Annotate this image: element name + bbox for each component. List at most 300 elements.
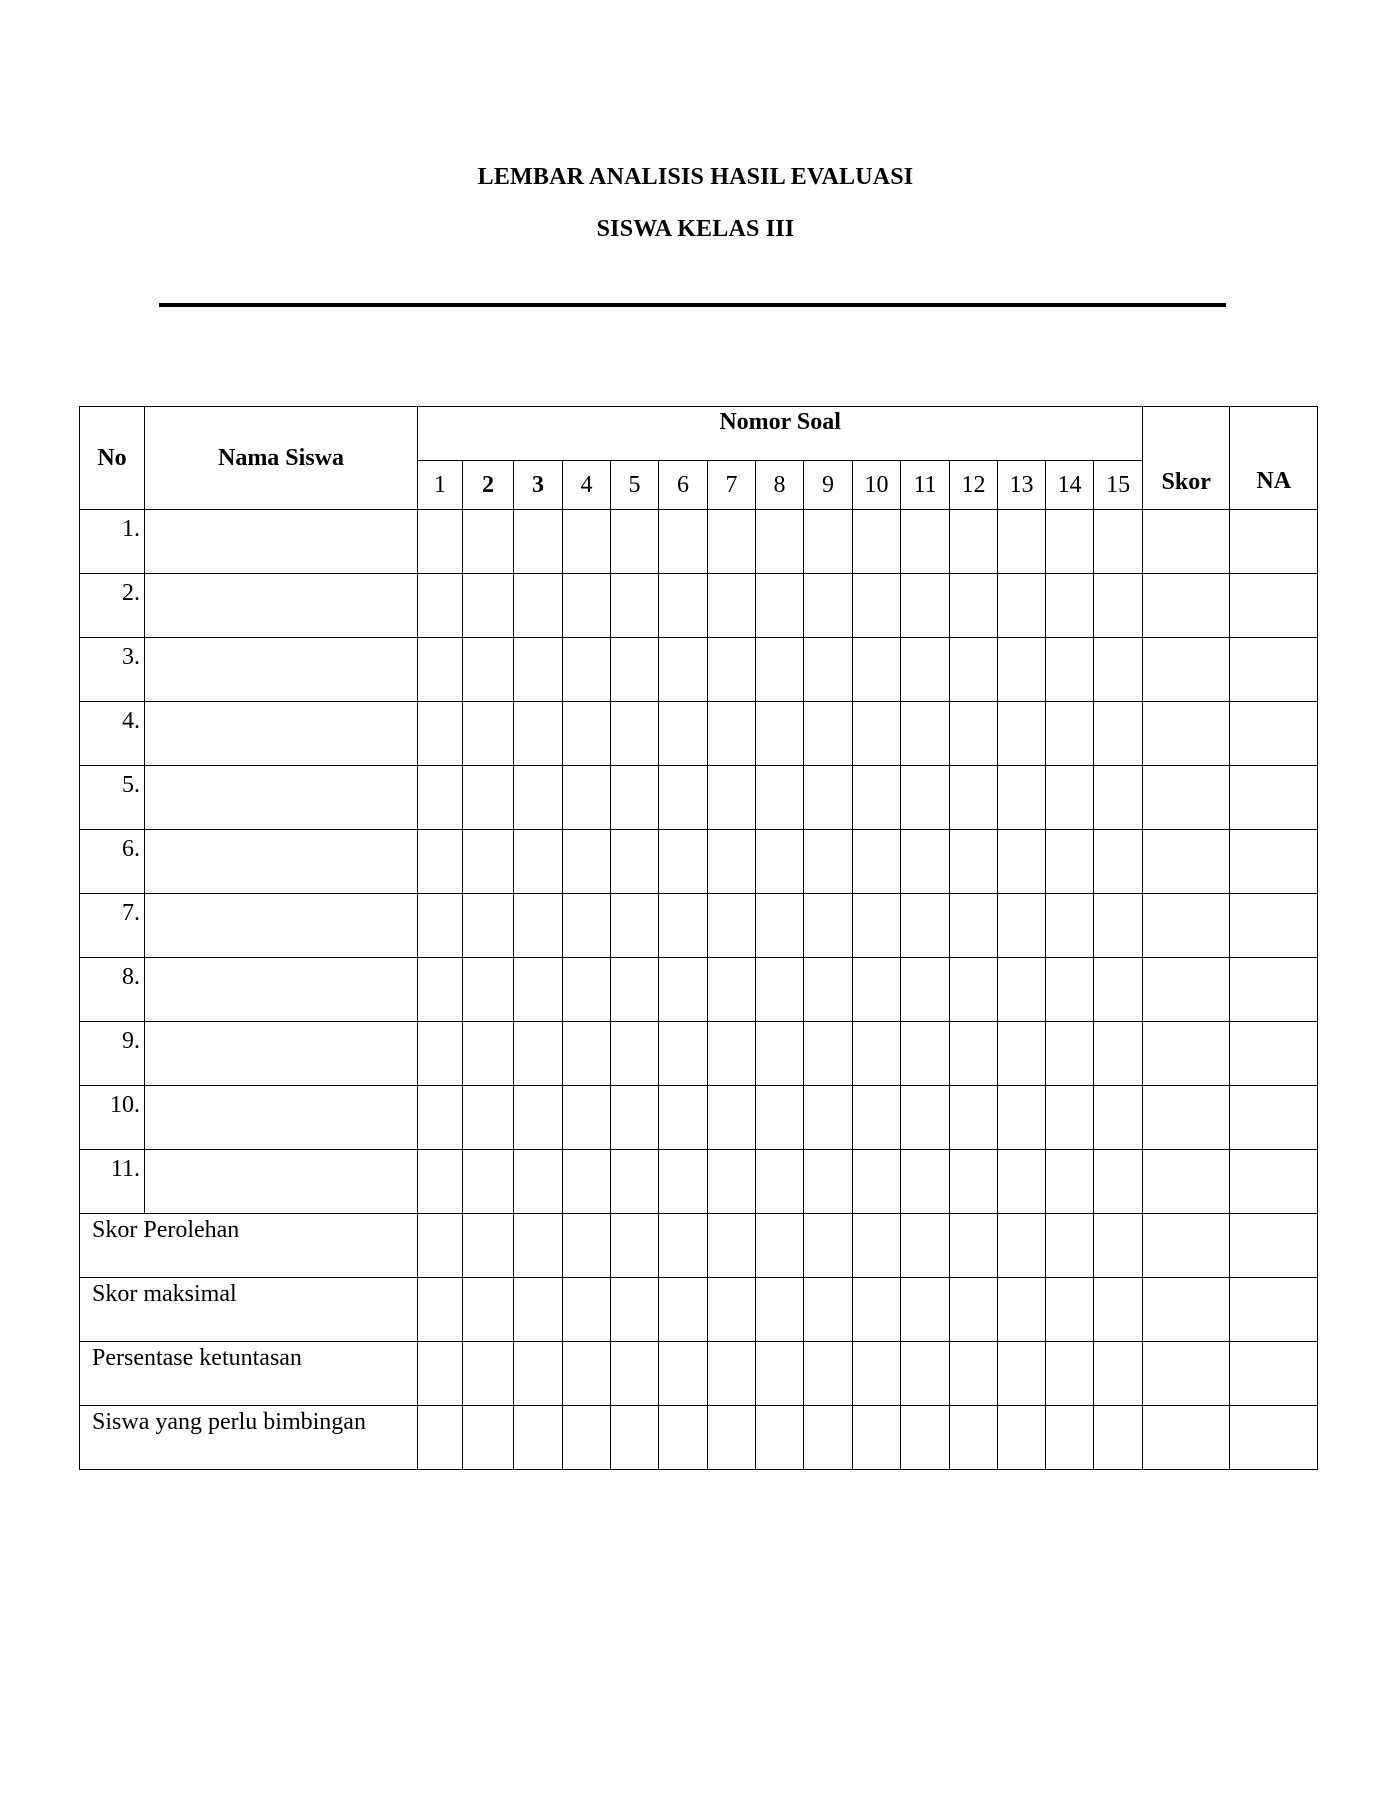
score-cell xyxy=(853,766,901,830)
summary-cell xyxy=(463,1342,514,1406)
score-cell xyxy=(804,1086,853,1150)
summary-cell xyxy=(611,1406,659,1470)
score-cell xyxy=(563,638,611,702)
score-cell xyxy=(901,1022,950,1086)
summary-cell xyxy=(901,1278,950,1342)
score-cell xyxy=(463,766,514,830)
score-cell xyxy=(950,574,998,638)
score-cell xyxy=(1094,894,1143,958)
score-cell xyxy=(804,702,853,766)
summary-cell xyxy=(611,1278,659,1342)
question-number-10: 10 xyxy=(853,461,901,510)
question-number-7: 7 xyxy=(708,461,756,510)
score-cell xyxy=(1094,830,1143,894)
score-cell xyxy=(998,894,1046,958)
score-cell xyxy=(756,1086,804,1150)
score-cell xyxy=(1046,1150,1094,1214)
student-name-cell xyxy=(145,766,418,830)
score-cell xyxy=(1094,1150,1143,1214)
question-number-3: 3 xyxy=(514,461,563,510)
score-cell xyxy=(611,958,659,1022)
row-number: 10. xyxy=(80,1086,145,1150)
score-cell xyxy=(563,574,611,638)
score-cell xyxy=(1094,574,1143,638)
score-cell xyxy=(804,766,853,830)
score-cell xyxy=(853,1022,901,1086)
student-name-cell xyxy=(145,830,418,894)
table-row xyxy=(80,958,1318,1022)
score-cell xyxy=(853,894,901,958)
score-cell xyxy=(708,830,756,894)
score-cell xyxy=(901,830,950,894)
score-cell xyxy=(804,574,853,638)
na-cell xyxy=(1230,638,1318,702)
score-cell xyxy=(950,1022,998,1086)
summary-cell xyxy=(708,1214,756,1278)
score-cell xyxy=(463,702,514,766)
summary-cell xyxy=(1143,1278,1230,1342)
table-row xyxy=(80,766,1318,830)
score-cell xyxy=(901,574,950,638)
score-cell xyxy=(514,638,563,702)
summary-cell xyxy=(950,1406,998,1470)
na-cell xyxy=(1230,702,1318,766)
score-cell xyxy=(998,766,1046,830)
summary-cell xyxy=(708,1406,756,1470)
summary-cell xyxy=(1046,1214,1094,1278)
summary-cell xyxy=(1230,1278,1318,1342)
score-cell xyxy=(563,510,611,574)
skor-cell xyxy=(1143,702,1230,766)
question-number-14: 14 xyxy=(1046,461,1094,510)
table-row xyxy=(80,1022,1318,1086)
score-cell xyxy=(804,1022,853,1086)
score-cell xyxy=(563,702,611,766)
skor-cell xyxy=(1143,1086,1230,1150)
summary-cell xyxy=(463,1406,514,1470)
table-row xyxy=(80,510,1318,574)
summary-cell xyxy=(514,1278,563,1342)
summary-cell xyxy=(1094,1278,1143,1342)
skor-cell xyxy=(1143,638,1230,702)
score-cell xyxy=(708,702,756,766)
score-cell xyxy=(756,894,804,958)
score-cell xyxy=(708,574,756,638)
table-row xyxy=(80,574,1318,638)
summary-cell xyxy=(418,1278,463,1342)
summary-cell xyxy=(853,1342,901,1406)
score-cell xyxy=(611,1150,659,1214)
row-number: 5. xyxy=(80,766,145,830)
summary-cell xyxy=(1046,1406,1094,1470)
score-cell xyxy=(950,1150,998,1214)
score-cell xyxy=(756,830,804,894)
na-cell xyxy=(1230,1022,1318,1086)
score-cell xyxy=(708,510,756,574)
question-number-11: 11 xyxy=(901,461,950,510)
score-cell xyxy=(418,1022,463,1086)
na-cell xyxy=(1230,894,1318,958)
title-divider xyxy=(159,303,1226,307)
score-cell xyxy=(1094,638,1143,702)
score-cell xyxy=(659,830,708,894)
student-name-cell xyxy=(145,510,418,574)
score-cell xyxy=(611,574,659,638)
question-number-1: 1 xyxy=(418,461,463,510)
score-cell xyxy=(563,958,611,1022)
score-cell xyxy=(998,1022,1046,1086)
score-cell xyxy=(659,638,708,702)
score-cell xyxy=(998,1086,1046,1150)
score-cell xyxy=(1046,958,1094,1022)
summary-cell xyxy=(418,1406,463,1470)
summary-cell xyxy=(1094,1342,1143,1406)
score-cell xyxy=(611,638,659,702)
summary-row xyxy=(80,1342,1318,1406)
row-number: 11. xyxy=(80,1150,145,1214)
score-cell xyxy=(514,766,563,830)
table-row xyxy=(80,638,1318,702)
row-number: 2. xyxy=(80,574,145,638)
na-cell xyxy=(1230,766,1318,830)
score-cell xyxy=(418,894,463,958)
score-cell xyxy=(853,702,901,766)
score-cell xyxy=(611,510,659,574)
score-cell xyxy=(659,510,708,574)
score-cell xyxy=(418,510,463,574)
score-cell xyxy=(756,958,804,1022)
table-row xyxy=(80,1150,1318,1214)
score-cell xyxy=(611,1022,659,1086)
score-cell xyxy=(708,894,756,958)
summary-cell xyxy=(950,1214,998,1278)
score-cell xyxy=(1046,830,1094,894)
score-cell xyxy=(514,510,563,574)
summary-cell xyxy=(1046,1278,1094,1342)
header-no: No xyxy=(80,407,145,510)
skor-cell xyxy=(1143,958,1230,1022)
score-cell xyxy=(514,894,563,958)
summary-cell xyxy=(901,1406,950,1470)
score-cell xyxy=(804,830,853,894)
skor-cell xyxy=(1143,894,1230,958)
score-cell xyxy=(950,510,998,574)
question-number-4: 4 xyxy=(563,461,611,510)
student-name-cell xyxy=(145,894,418,958)
score-cell xyxy=(804,958,853,1022)
score-cell xyxy=(1046,702,1094,766)
score-cell xyxy=(1094,958,1143,1022)
question-number-15: 15 xyxy=(1094,461,1143,510)
skor-cell xyxy=(1143,766,1230,830)
summary-cell xyxy=(563,1342,611,1406)
student-name-cell xyxy=(145,638,418,702)
score-cell xyxy=(1094,1086,1143,1150)
score-cell xyxy=(998,1150,1046,1214)
summary-cell xyxy=(514,1406,563,1470)
score-cell xyxy=(463,1086,514,1150)
score-cell xyxy=(514,574,563,638)
summary-cell xyxy=(853,1406,901,1470)
summary-cell xyxy=(804,1214,853,1278)
score-cell xyxy=(659,894,708,958)
score-cell xyxy=(950,766,998,830)
score-cell xyxy=(563,1086,611,1150)
score-cell xyxy=(418,1086,463,1150)
score-cell xyxy=(659,958,708,1022)
score-cell xyxy=(418,702,463,766)
score-cell xyxy=(708,766,756,830)
summary-cell xyxy=(804,1342,853,1406)
score-cell xyxy=(998,510,1046,574)
score-cell xyxy=(1046,766,1094,830)
na-cell xyxy=(1230,574,1318,638)
score-cell xyxy=(418,1150,463,1214)
summary-cell xyxy=(1230,1406,1318,1470)
summary-cell xyxy=(998,1342,1046,1406)
score-cell xyxy=(804,894,853,958)
summary-cell xyxy=(998,1214,1046,1278)
student-name-cell xyxy=(145,1150,418,1214)
summary-cell xyxy=(563,1406,611,1470)
summary-cell xyxy=(463,1278,514,1342)
score-cell xyxy=(418,638,463,702)
summary-cell xyxy=(1046,1342,1094,1406)
row-number: 3. xyxy=(80,638,145,702)
score-cell xyxy=(514,1086,563,1150)
summary-cell xyxy=(804,1278,853,1342)
score-cell xyxy=(514,1022,563,1086)
summary-cell xyxy=(901,1342,950,1406)
summary-cell xyxy=(1230,1214,1318,1278)
score-cell xyxy=(901,1150,950,1214)
score-cell xyxy=(756,638,804,702)
na-cell xyxy=(1230,510,1318,574)
score-cell xyxy=(708,638,756,702)
score-cell xyxy=(853,510,901,574)
skor-cell xyxy=(1143,574,1230,638)
header-row-top xyxy=(80,407,1318,461)
score-cell xyxy=(659,1022,708,1086)
score-cell xyxy=(950,1086,998,1150)
score-cell xyxy=(756,1150,804,1214)
summary-cell xyxy=(950,1342,998,1406)
score-cell xyxy=(853,1150,901,1214)
na-cell xyxy=(1230,830,1318,894)
score-cell xyxy=(563,1150,611,1214)
score-cell xyxy=(659,1086,708,1150)
summary-cell xyxy=(1094,1214,1143,1278)
score-cell xyxy=(514,830,563,894)
score-cell xyxy=(950,958,998,1022)
score-cell xyxy=(708,1150,756,1214)
summary-cell xyxy=(514,1342,563,1406)
header-nomor-soal: Nomor Soal xyxy=(418,407,1143,461)
score-cell xyxy=(659,766,708,830)
skor-cell xyxy=(1143,510,1230,574)
score-cell xyxy=(611,830,659,894)
score-cell xyxy=(756,574,804,638)
score-cell xyxy=(901,638,950,702)
summary-cell xyxy=(1094,1406,1143,1470)
score-cell xyxy=(853,638,901,702)
score-cell xyxy=(611,1086,659,1150)
question-number-6: 6 xyxy=(659,461,708,510)
skor-cell xyxy=(1143,1150,1230,1214)
score-cell xyxy=(463,638,514,702)
score-cell xyxy=(563,1022,611,1086)
score-cell xyxy=(463,958,514,1022)
score-cell xyxy=(853,1086,901,1150)
score-cell xyxy=(901,766,950,830)
summary-cell xyxy=(1230,1342,1318,1406)
summary-label: Skor maksimal xyxy=(80,1278,418,1342)
score-cell xyxy=(1046,510,1094,574)
score-cell xyxy=(611,702,659,766)
score-cell xyxy=(998,702,1046,766)
summary-cell xyxy=(708,1342,756,1406)
document-subtitle: SISWA KELAS III xyxy=(596,216,795,242)
table-row xyxy=(80,702,1318,766)
question-number-8: 8 xyxy=(756,461,804,510)
score-cell xyxy=(950,894,998,958)
score-cell xyxy=(708,1022,756,1086)
score-cell xyxy=(659,1150,708,1214)
summary-row xyxy=(80,1214,1318,1278)
summary-label: Persentase ketuntasan xyxy=(80,1342,418,1406)
header-skor: Skor xyxy=(1143,407,1230,510)
row-number: 4. xyxy=(80,702,145,766)
score-cell xyxy=(463,830,514,894)
summary-cell xyxy=(950,1278,998,1342)
summary-cell xyxy=(659,1406,708,1470)
score-cell xyxy=(463,1150,514,1214)
summary-label: Skor Perolehan xyxy=(80,1214,418,1278)
summary-cell xyxy=(708,1278,756,1342)
score-cell xyxy=(563,830,611,894)
row-number: 9. xyxy=(80,1022,145,1086)
score-cell xyxy=(804,1150,853,1214)
score-cell xyxy=(514,702,563,766)
summary-cell xyxy=(756,1214,804,1278)
table-row xyxy=(80,830,1318,894)
student-name-cell xyxy=(145,1086,418,1150)
score-cell xyxy=(901,958,950,1022)
summary-cell xyxy=(659,1278,708,1342)
score-cell xyxy=(901,1086,950,1150)
question-number-12: 12 xyxy=(950,461,998,510)
summary-row xyxy=(80,1278,1318,1342)
score-cell xyxy=(418,766,463,830)
score-cell xyxy=(463,894,514,958)
score-cell xyxy=(756,702,804,766)
summary-cell xyxy=(804,1406,853,1470)
score-cell xyxy=(611,894,659,958)
score-cell xyxy=(1046,1086,1094,1150)
summary-cell xyxy=(1143,1214,1230,1278)
score-cell xyxy=(659,702,708,766)
summary-cell xyxy=(418,1214,463,1278)
score-cell xyxy=(756,766,804,830)
score-cell xyxy=(853,958,901,1022)
score-cell xyxy=(563,894,611,958)
score-cell xyxy=(514,1150,563,1214)
summary-cell xyxy=(659,1342,708,1406)
score-cell xyxy=(950,638,998,702)
question-number-13: 13 xyxy=(998,461,1046,510)
summary-cell xyxy=(1143,1406,1230,1470)
table-row xyxy=(80,894,1318,958)
score-cell xyxy=(1094,766,1143,830)
header-na: NA xyxy=(1230,407,1318,510)
score-cell xyxy=(1046,1022,1094,1086)
score-cell xyxy=(998,638,1046,702)
document-title: LEMBAR ANALISIS HASIL EVALUASI xyxy=(477,164,914,190)
summary-cell xyxy=(418,1342,463,1406)
score-cell xyxy=(804,638,853,702)
summary-cell xyxy=(611,1342,659,1406)
na-cell xyxy=(1230,1150,1318,1214)
score-cell xyxy=(901,510,950,574)
score-cell xyxy=(1094,510,1143,574)
score-cell xyxy=(998,958,1046,1022)
student-name-cell xyxy=(145,574,418,638)
score-cell xyxy=(1046,894,1094,958)
score-cell xyxy=(611,766,659,830)
score-cell xyxy=(756,510,804,574)
score-cell xyxy=(804,510,853,574)
summary-cell xyxy=(563,1214,611,1278)
skor-cell xyxy=(1143,830,1230,894)
summary-cell xyxy=(514,1214,563,1278)
header-nama-siswa: Nama Siswa xyxy=(145,407,418,510)
student-name-cell xyxy=(145,1022,418,1086)
score-cell xyxy=(1094,1022,1143,1086)
skor-cell xyxy=(1143,1022,1230,1086)
table-row xyxy=(80,1086,1318,1150)
summary-cell xyxy=(901,1214,950,1278)
summary-cell xyxy=(998,1406,1046,1470)
student-name-cell xyxy=(145,702,418,766)
score-cell xyxy=(998,574,1046,638)
summary-cell xyxy=(756,1406,804,1470)
row-number: 6. xyxy=(80,830,145,894)
score-cell xyxy=(1094,702,1143,766)
row-number: 1. xyxy=(80,510,145,574)
score-cell xyxy=(463,510,514,574)
score-cell xyxy=(514,958,563,1022)
score-cell xyxy=(950,830,998,894)
score-cell xyxy=(708,958,756,1022)
summary-cell xyxy=(853,1278,901,1342)
summary-cell xyxy=(756,1342,804,1406)
row-number: 7. xyxy=(80,894,145,958)
score-cell xyxy=(901,702,950,766)
summary-cell xyxy=(463,1214,514,1278)
na-cell xyxy=(1230,958,1318,1022)
summary-cell xyxy=(563,1278,611,1342)
score-cell xyxy=(463,574,514,638)
score-cell xyxy=(756,1022,804,1086)
na-cell xyxy=(1230,1086,1318,1150)
evaluation-table xyxy=(79,406,1318,1470)
summary-label: Siswa yang perlu bimbingan xyxy=(80,1406,418,1470)
score-cell xyxy=(1046,638,1094,702)
score-cell xyxy=(950,702,998,766)
score-cell xyxy=(853,830,901,894)
row-number: 8. xyxy=(80,958,145,1022)
score-cell xyxy=(901,894,950,958)
